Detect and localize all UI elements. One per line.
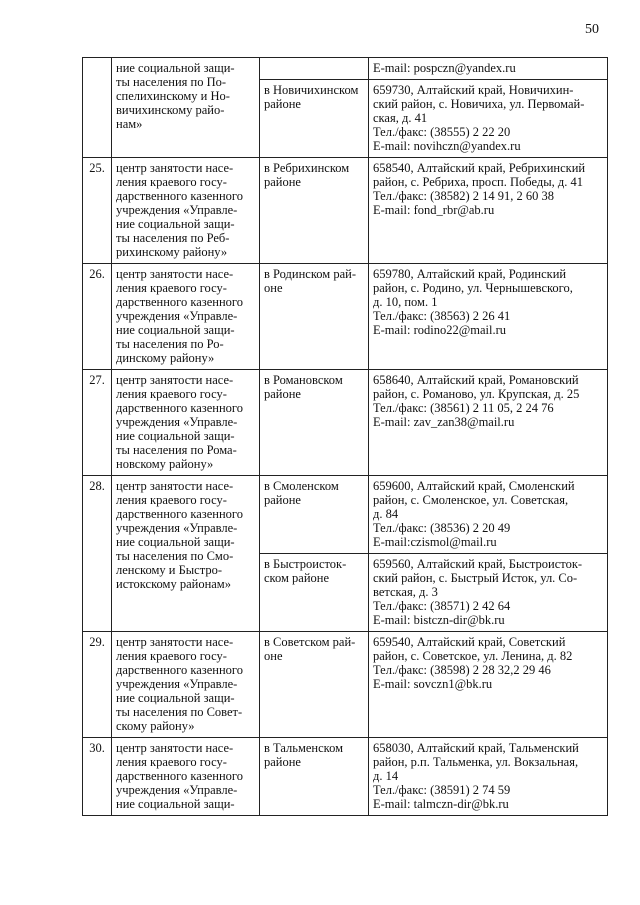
registry-table: [82, 57, 608, 816]
cell-text-line: районе: [264, 755, 301, 769]
cell-text-line: ты населения по Ро-: [116, 337, 224, 351]
cell-text-line: дарственного казенного: [116, 507, 243, 521]
cell-text-line: центр занятости насе-: [116, 479, 234, 493]
cell-text-line: E-mail: pospczn@yandex.ru: [373, 61, 516, 75]
page-number: 50: [585, 22, 599, 37]
cell-text-line: 658640, Алтайский край, Романовский: [373, 373, 579, 387]
cell-text-line: дарственного казенного: [116, 295, 243, 309]
row-number: 30.: [83, 738, 112, 816]
cell-text-line: нам»: [116, 117, 143, 131]
district-cell: [260, 554, 369, 632]
cell-text-line: скому району»: [116, 719, 195, 733]
cell-text-line: 658540, Алтайский край, Ребрихинский: [373, 161, 586, 175]
cell-text-line: Тел./факс: (38561) 2 11 05, 2 24 76: [373, 401, 554, 415]
district-cell: [260, 264, 369, 370]
organization-cell: [112, 158, 260, 264]
cell-text-line: E-mail: novihczn@yandex.ru: [373, 139, 521, 153]
cell-text-line: Тел./факс: (38591) 2 74 59: [373, 783, 511, 797]
cell-text-line: дарственного казенного: [116, 401, 243, 415]
cell-text-line: Тел./факс: (38555) 2 22 20: [373, 125, 511, 139]
cell-text-line: учреждения «Управле-: [116, 415, 238, 429]
address-cell: [369, 158, 608, 264]
cell-text-line: ние социальной защи-: [116, 61, 235, 75]
registry-table-body: [83, 58, 608, 816]
cell-text-line: центр занятости насе-: [116, 161, 234, 175]
cell-text-line: центр занятости насе-: [116, 741, 234, 755]
cell-text-line: дарственного казенного: [116, 189, 243, 203]
cell-text-line: центр занятости насе-: [116, 267, 234, 281]
district-cell: [260, 738, 369, 816]
cell-text-line: д. 10, пом. 1: [373, 295, 438, 309]
cell-text-line: ский район, с. Быстрый Исток, ул. Со-: [373, 571, 578, 585]
organization-cell: [112, 370, 260, 476]
cell-text-line: 659780, Алтайский край, Родинский: [373, 267, 567, 281]
cell-text-line: ты населения по Совет-: [116, 705, 243, 719]
cell-text-line: 658030, Алтайский край, Тальменский: [373, 741, 579, 755]
cell-text-line: Тел./факс: (38582) 2 14 91, 2 60 38: [373, 189, 555, 203]
address-cell: [369, 58, 608, 80]
cell-text-line: ние социальной защи-: [116, 217, 235, 231]
cell-text-line: в Новичихинском: [264, 83, 359, 97]
row-number: [83, 58, 112, 158]
cell-text-line: истокскому районам»: [116, 577, 231, 591]
cell-text-line: районе: [264, 97, 301, 111]
cell-text-line: рихинскому району»: [116, 245, 228, 259]
cell-text-line: ветская, д. 3: [373, 585, 438, 599]
district-cell: [260, 632, 369, 738]
cell-text-line: E-mail:czismol@mail.ru: [373, 535, 497, 549]
cell-text-line: учреждения «Управле-: [116, 203, 238, 217]
cell-text-line: ние социальной защи-: [116, 535, 235, 549]
table-row: [83, 632, 608, 738]
cell-text-line: 659600, Алтайский край, Смоленский: [373, 479, 575, 493]
cell-text-line: E-mail: fond_rbr@ab.ru: [373, 203, 495, 217]
table-row: [83, 58, 608, 80]
cell-text-line: ние социальной защи-: [116, 323, 235, 337]
cell-text-line: район, с. Ребриха, просп. Победы, д. 41: [373, 175, 583, 189]
cell-text-line: в Смоленском: [264, 479, 339, 493]
district-cell: [260, 158, 369, 264]
cell-text-line: ский район, с. Новичиха, ул. Первомай-: [373, 97, 585, 111]
cell-text-line: 659560, Алтайский край, Быстроисток-: [373, 557, 583, 571]
cell-text-line: учреждения «Управле-: [116, 521, 238, 535]
cell-text-line: Тел./факс: (38563) 2 26 41: [373, 309, 511, 323]
table-row: [83, 370, 608, 476]
row-number: 29.: [83, 632, 112, 738]
cell-text-line: районе: [264, 493, 301, 507]
cell-text-line: ты населения по По-: [116, 75, 227, 89]
cell-text-line: ние социальной защи-: [116, 429, 235, 443]
row-number: 28.: [83, 476, 112, 632]
cell-text-line: вичихинскому райо-: [116, 103, 225, 117]
row-number: 27.: [83, 370, 112, 476]
organization-cell: [112, 476, 260, 632]
address-cell: [369, 554, 608, 632]
cell-text-line: районе: [264, 387, 301, 401]
cell-text-line: ты населения по Реб-: [116, 231, 230, 245]
cell-text-line: E-mail: zav_zan38@mail.ru: [373, 415, 515, 429]
cell-text-line: ления краевого госу-: [116, 175, 227, 189]
address-cell: [369, 476, 608, 554]
address-cell: [369, 80, 608, 158]
table-row: [83, 264, 608, 370]
cell-text-line: Тел./факс: (38598) 2 28 32,2 29 46: [373, 663, 551, 677]
cell-text-line: Тел./факс: (38536) 2 20 49: [373, 521, 511, 535]
cell-text-line: в Ребрихинском: [264, 161, 350, 175]
address-cell: [369, 370, 608, 476]
cell-text-line: оне: [264, 649, 283, 663]
cell-text-line: ления краевого госу-: [116, 387, 227, 401]
cell-text-line: ние социальной защи-: [116, 797, 235, 811]
cell-text-line: новскому району»: [116, 457, 214, 471]
cell-text-line: центр занятости насе-: [116, 373, 234, 387]
cell-text-line: ления краевого госу-: [116, 755, 227, 769]
district-cell: [260, 370, 369, 476]
cell-text-line: оне: [264, 281, 283, 295]
district-cell: [260, 476, 369, 554]
cell-text-line: дарственного казенного: [116, 663, 243, 677]
cell-text-line: в Советском рай-: [264, 635, 356, 649]
cell-text-line: район, с. Родино, ул. Чернышевского,: [373, 281, 573, 295]
organization-cell: [112, 264, 260, 370]
cell-text-line: динскому району»: [116, 351, 215, 365]
row-number: 25.: [83, 158, 112, 264]
cell-text-line: районе: [264, 175, 301, 189]
cell-text-line: в Романовском: [264, 373, 343, 387]
cell-text-line: учреждения «Управле-: [116, 783, 238, 797]
organization-cell: [112, 738, 260, 816]
cell-text-line: в Быстроисток-: [264, 557, 347, 571]
cell-text-line: д. 14: [373, 769, 399, 783]
cell-text-line: учреждения «Управле-: [116, 309, 238, 323]
table-row: [83, 738, 608, 816]
cell-text-line: 659730, Алтайский край, Новичихин-: [373, 83, 574, 97]
table-row: [83, 476, 608, 554]
cell-text-line: Тел./факс: (38571) 2 42 64: [373, 599, 511, 613]
cell-text-line: ние социальной защи-: [116, 691, 235, 705]
cell-text-line: E-mail: sovczn1@bk.ru: [373, 677, 493, 691]
cell-text-line: ты населения по Смо-: [116, 549, 234, 563]
cell-text-line: район, с. Советское, ул. Ленина, д. 82: [373, 649, 573, 663]
cell-text-line: ты населения по Рома-: [116, 443, 237, 457]
address-cell: [369, 632, 608, 738]
district-cell: [260, 58, 369, 80]
district-cell: [260, 80, 369, 158]
cell-text-line: ления краевого госу-: [116, 281, 227, 295]
cell-text-line: ления краевого госу-: [116, 493, 227, 507]
address-cell: [369, 264, 608, 370]
cell-text-line: E-mail: rodino22@mail.ru: [373, 323, 507, 337]
cell-text-line: район, с. Романово, ул. Крупская, д. 25: [373, 387, 580, 401]
cell-text-line: E-mail: talmczn-dir@bk.ru: [373, 797, 509, 811]
cell-text-line: ления краевого госу-: [116, 649, 227, 663]
organization-cell: [112, 58, 260, 158]
table-row: [83, 158, 608, 264]
cell-text-line: в Родинском рай-: [264, 267, 356, 281]
address-cell: [369, 738, 608, 816]
row-number: 26.: [83, 264, 112, 370]
cell-text-line: ском районе: [264, 571, 330, 585]
cell-text-line: дарственного казенного: [116, 769, 243, 783]
cell-text-line: 659540, Алтайский край, Советский: [373, 635, 566, 649]
cell-text-line: E-mail: bistczn-dir@bk.ru: [373, 613, 505, 627]
cell-text-line: ская, д. 41: [373, 111, 428, 125]
organization-cell: [112, 632, 260, 738]
cell-text-line: д. 84: [373, 507, 399, 521]
cell-text-line: в Тальменском: [264, 741, 344, 755]
cell-text-line: ленскому и Быстро-: [116, 563, 222, 577]
cell-text-line: спелихинскому и Но-: [116, 89, 230, 103]
cell-text-line: центр занятости насе-: [116, 635, 234, 649]
cell-text-line: учреждения «Управле-: [116, 677, 238, 691]
cell-text-line: район, с. Смоленское, ул. Советская,: [373, 493, 569, 507]
cell-text-line: район, р.п. Тальменка, ул. Вокзальная,: [373, 755, 579, 769]
